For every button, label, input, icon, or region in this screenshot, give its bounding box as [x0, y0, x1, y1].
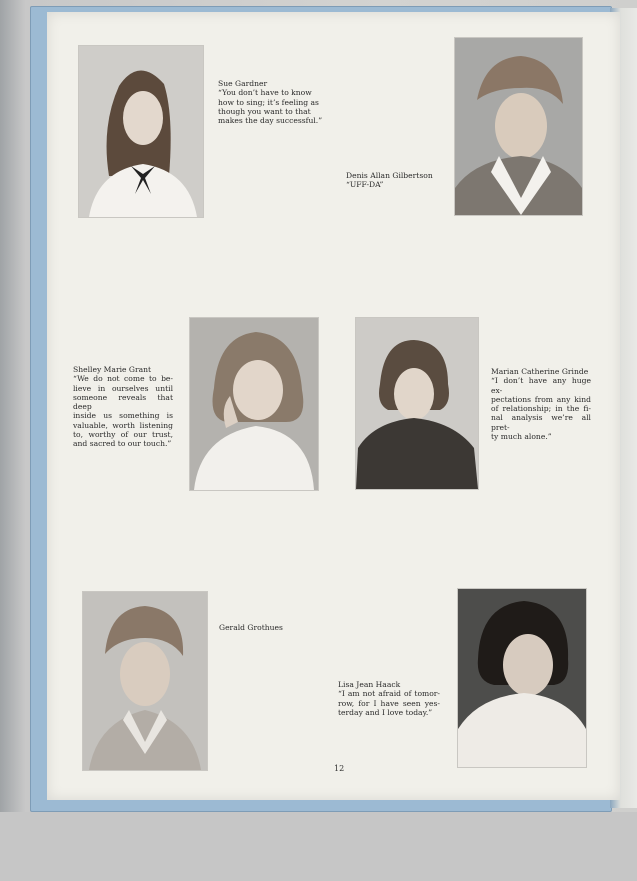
- quote-line: nal analysis we’re all pret-: [491, 413, 591, 432]
- quote-line: terday and I love today.”: [338, 707, 433, 717]
- quote-line: to, worthy of our trust,: [73, 430, 173, 440]
- student-name: Denis Allan Gilbertson: [346, 171, 433, 180]
- caption-lisa-haack: [338, 680, 440, 717]
- quote-line: row, for I have seen yes-: [338, 698, 440, 708]
- quote-line: inside us something is: [73, 411, 173, 421]
- student-name: Shelley Marie Grant: [73, 365, 152, 374]
- portrait-photo-denis-gilbertson: [455, 38, 582, 215]
- quote-line: “You don’t have to know: [218, 88, 312, 98]
- quote-line: valuable, worth listening: [73, 420, 173, 430]
- portrait-photo-gerald-grothues: [83, 592, 207, 770]
- portrait-photo-sue-gardner: [79, 46, 203, 217]
- quote-line: “We do not come to be-: [73, 374, 173, 384]
- caption-denis-gilbertson: [346, 171, 446, 190]
- student-name: Lisa Jean Haack: [338, 680, 401, 689]
- caption-sue-gardner: [218, 79, 328, 125]
- quote-line: someone reveals that deep: [73, 392, 173, 412]
- student-name: Marian Catherine Grinde: [491, 367, 589, 376]
- student-name: Sue Gardner: [218, 79, 268, 88]
- caption-gerald-grothues: [219, 623, 299, 632]
- page-number: 12: [334, 764, 345, 773]
- student-name: Gerald Grothues: [219, 623, 283, 632]
- quote-line: of relationship; in the fi-: [491, 404, 591, 414]
- quote-line: “I don’t have any huge ex-: [491, 376, 591, 395]
- portrait-photo-shelley-grant: [190, 318, 318, 490]
- portrait-photo-marian-grinde: [356, 318, 478, 489]
- portrait-photo-lisa-haack: [458, 589, 586, 767]
- scanner-bed: [0, 812, 637, 881]
- quote-line: and sacred to our touch.”: [73, 439, 172, 449]
- quote-line: ty much alone.”: [491, 432, 552, 442]
- quote-line: how to sing; it’s feeling as: [218, 97, 319, 107]
- quote-line: makes the day successful.”: [218, 116, 323, 126]
- caption-shelley-grant: [73, 365, 173, 449]
- quote-line: “I am not afraid of tomor-: [338, 689, 440, 699]
- quote-line: pectations from any kind: [491, 394, 591, 404]
- caption-marian-grinde: [491, 367, 591, 441]
- quote-line: though you want to that: [218, 106, 311, 116]
- quote-line: “UFF-DA”: [346, 180, 384, 190]
- quote-line: lieve in ourselves until: [73, 383, 173, 393]
